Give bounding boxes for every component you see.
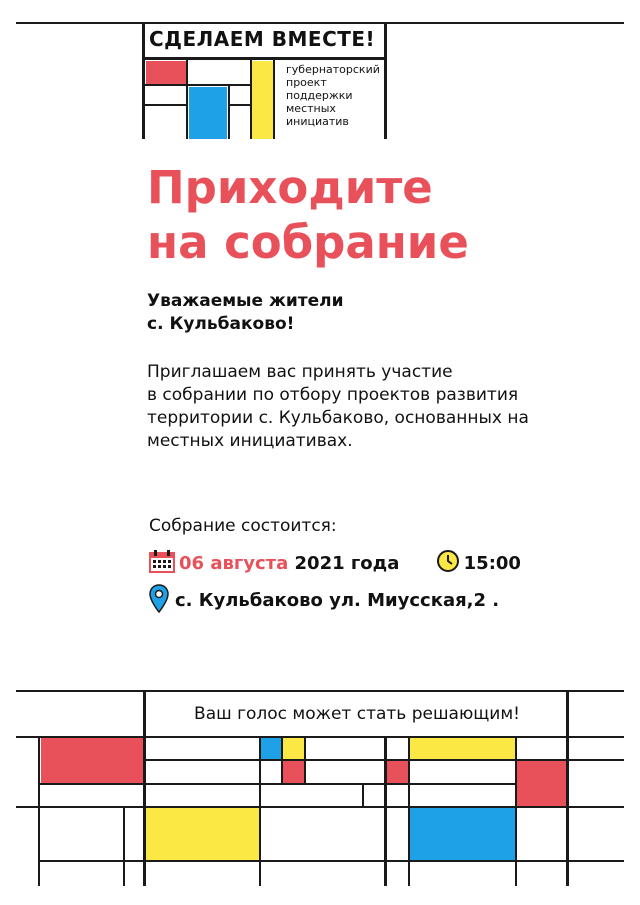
logo-subtitle-line: поддержки <box>286 89 353 102</box>
footer-line-h <box>16 736 624 738</box>
logo-grid-h1 <box>145 84 252 86</box>
meeting-time: 15:00 <box>463 553 521 574</box>
footer-blue-block <box>261 738 282 760</box>
footer-blue-block <box>410 808 517 861</box>
footer-red-block <box>41 738 145 784</box>
logo-grid-v3 <box>250 60 252 139</box>
meeting-address-row <box>149 584 499 619</box>
clock-icon <box>436 549 460 578</box>
footer-line-h <box>38 783 384 785</box>
logo-frame-left <box>142 22 145 139</box>
logo-yellow-block <box>252 61 273 139</box>
greeting-line: Уважаемые жители <box>147 291 344 311</box>
logo-subtitle-line: инициатив <box>286 115 349 128</box>
meeting-date-highlight: 06 августа <box>179 553 289 574</box>
footer-line-h <box>386 783 517 785</box>
logo-subtitle-line: губернаторский <box>286 63 380 76</box>
footer-line-h <box>38 860 624 862</box>
headline-line: Приходите <box>147 161 433 214</box>
calendar-icon <box>149 549 175 578</box>
greeting-line: с. Кульбаково! <box>147 314 295 334</box>
footer-line-v <box>384 736 387 886</box>
meeting-address: с. Кульбаково ул. Миусская,2 . <box>175 590 500 611</box>
footer-line-v <box>408 736 410 886</box>
headline <box>147 160 469 270</box>
logo-frame-mid <box>142 57 387 60</box>
top-divider-line <box>16 22 624 24</box>
footer-line-v <box>38 736 40 886</box>
footer-line-v <box>143 690 146 886</box>
logo-subtitle-line: проект <box>286 76 327 89</box>
footer-yellow-block <box>282 738 304 760</box>
greeting <box>147 290 344 336</box>
logo-blue-block <box>189 87 227 139</box>
footer-line-h <box>16 806 624 808</box>
logo-red-block <box>146 61 186 84</box>
logo-grid-v1 <box>186 60 188 139</box>
footer-line-h <box>145 759 390 761</box>
footer-yellow-block <box>146 808 260 861</box>
footer-line-v <box>123 806 125 886</box>
footer-red-block <box>387 760 408 783</box>
footer-slogan: Ваш голос может стать решающим! <box>194 704 520 724</box>
logo-grid-v4 <box>273 60 275 139</box>
footer-line-v <box>281 736 283 784</box>
location-pin-icon <box>149 584 169 619</box>
logo-grid-h2 <box>145 104 187 106</box>
footer-red-block <box>282 760 304 783</box>
logo-grid-v2 <box>228 84 230 139</box>
footer-line-v <box>362 783 364 808</box>
meeting-date-row <box>149 549 521 578</box>
footer-line-v <box>259 736 261 886</box>
logo-title: СДЕЛАЕМ ВМЕСТЕ! <box>149 27 376 51</box>
footer-line-h <box>386 759 624 761</box>
footer-line-v <box>515 736 517 886</box>
logo-grid-h3 <box>229 104 251 106</box>
footer-yellow-block <box>410 738 517 760</box>
invitation-line: местных инициативах. <box>147 431 353 451</box>
footer-line-v <box>304 736 306 784</box>
invitation-text <box>147 361 529 453</box>
footer-red-block <box>517 760 567 808</box>
invitation-line: Приглашаем вас принять участие <box>147 362 453 382</box>
logo-subtitle-line: местных <box>286 102 336 115</box>
footer-line-v <box>566 690 569 886</box>
meeting-label: Собрание состоится: <box>149 516 337 536</box>
invitation-line: в собрании по отбору проектов развития <box>147 385 519 405</box>
footer-line-h <box>16 690 624 692</box>
invitation-line: территории с. Кульбаково, основанных на <box>147 408 529 428</box>
logo-subtitle <box>286 63 386 128</box>
meeting-date-rest: 2021 года <box>294 553 400 574</box>
headline-line: на собрание <box>147 216 469 269</box>
